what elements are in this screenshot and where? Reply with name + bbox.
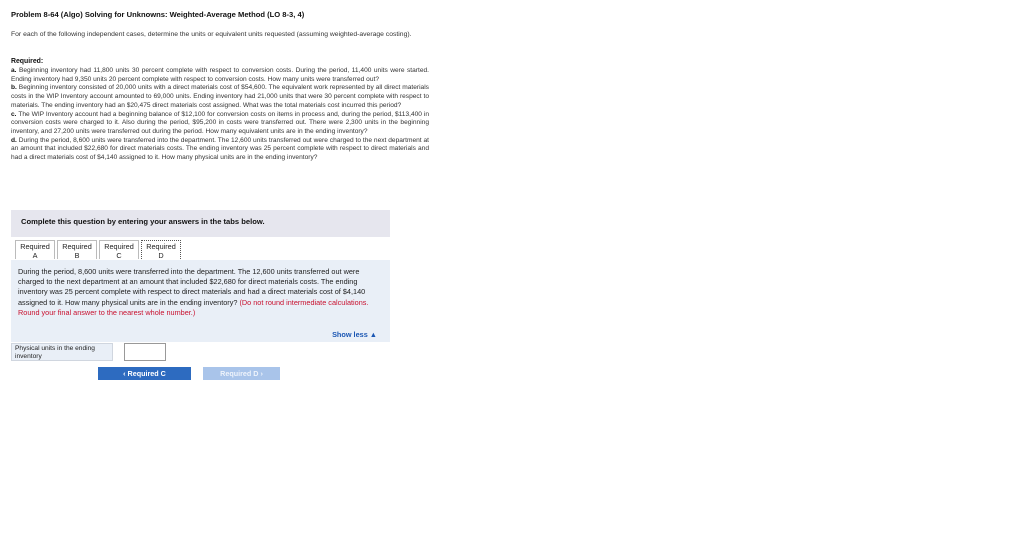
tab-required-b[interactable]: Required B [57, 240, 97, 259]
question-panel [11, 260, 390, 342]
banner-text: Complete this question by entering your answers in the tabs below. [21, 217, 265, 226]
required-heading: Required: [11, 58, 44, 65]
problem-title: Problem 8-64 (Algo) Solving for Unknowns: Weighted-Average Method (LO 8-3, 4) [11, 10, 305, 19]
tab-required-d[interactable]: Required D [141, 240, 181, 259]
intro-text: For each of the following independent cases, determine the units or equivalent units requested (assuming weighted-average costing). [11, 31, 412, 38]
requirements-list [11, 67, 429, 163]
instruction-banner [11, 210, 390, 237]
requirement-c: c. The WIP Inventory account had a beginning balance of $12,100 for conversion costs on items in process and, during the period, $113,400 in conversion costs were charged to it. Also during the period, $95,200 in costs were transferred out. There were 2,300 units in the beginning inventory, and 27,200 units were transferred out during the period. How many equivalent units are in the ending inventory? [11, 110, 430, 135]
question-text: During the period, 8,600 units were transferred into the department. The 12,600 units transferred out were charged to the next department at an amount that included $22,680 for direct materials costs. The ending inventory was 25 percent complete with respect to direct materials and had a direct materials cost of $4,140 assigned to it. How many physical units are in the ending inventory? (Do not round intermediate calculations. Round your final answer to the nearest whole number.) [18, 267, 369, 317]
answer-label: Physical units in the ending inventory [11, 343, 113, 361]
answer-input[interactable] [124, 343, 166, 361]
requirement-d: d. During the period, 8,600 units were transferred into the department. The 12,600 units transferred out were charged to the next department at an amount that included $22,680 for direct materials costs. The ending inventory was 25 percent complete with respect to direct materials and had a direct materials cost of $4,140 assigned to it. How many physical units are in the ending inventory? [11, 136, 429, 162]
show-less-link[interactable]: Show less ▲ [332, 330, 377, 339]
rounding-note: (Do not round intermediate calculations. Round your final answer to the nearest whole number.) [18, 297, 369, 317]
next-required-d-button[interactable]: Required D › [203, 367, 280, 380]
tab-bar [15, 240, 183, 259]
tab-required-a[interactable]: Required A [15, 240, 55, 259]
requirement-b: b. Beginning inventory consisted of 20,000 units with a direct materials cost of $54,600. The equivalent work represented by all direct materials costs in the WIP Inventory account amounted to 69,000 units. Ending inventory had 21,000 units that were 30 percent complete with respect to materials. The ending inventory had an $20,475 direct materials cost assigned. What was the total materials cost incurred this period? [11, 84, 429, 109]
prev-required-c-button[interactable]: ‹ Required C [98, 367, 191, 380]
requirement-a: a. Beginning inventory had 11,800 units 30 percent complete with respect to conversion costs. During the period, 11,400 units were started. Ending inventory had 9,350 units 20 percent complete with respect to conversion costs. How many units were transferred out? [11, 67, 429, 83]
tab-required-c[interactable]: Required C [99, 240, 139, 259]
